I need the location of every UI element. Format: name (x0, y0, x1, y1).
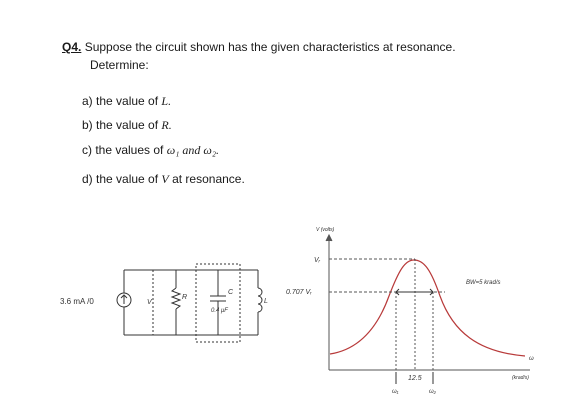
r-label: R (182, 294, 188, 301)
vr-label: Vᵣ (314, 257, 321, 264)
question-number: Q4. (62, 40, 82, 54)
part-c-label: c) the values of (82, 143, 164, 157)
omega-label: ω (529, 356, 534, 362)
part-c-math: ω₁ and ω₂. (166, 143, 220, 157)
l-label: L (264, 298, 268, 305)
v707-label: 0.707 Vᵣ (286, 289, 312, 296)
part-d-tail: at resonance. (172, 172, 245, 186)
question-prompt: Suppose the circuit shown has the given characteristics at resonance. (84, 40, 456, 54)
part-a-math: L. (161, 94, 172, 108)
y-axis-arrow (326, 235, 332, 241)
w1-label: ω₁ (392, 389, 399, 395)
source-label: 3.6 mA /0 (60, 297, 94, 306)
circuit-diagram (117, 264, 262, 342)
resistor-symbol (172, 288, 180, 309)
center-frequency-label: 12.5 (408, 375, 422, 382)
x-axis-label: (krad/s) (512, 375, 529, 381)
bw-label: BW=5 krad/s (466, 280, 501, 286)
part-d-label: d) the value of (82, 172, 159, 186)
part-b-label: b) the value of (82, 118, 159, 132)
resonance-curve (330, 260, 525, 356)
y-axis-label: V (volts) (316, 227, 335, 233)
part-a-label: a) the value of (82, 94, 159, 108)
inductor-symbol (258, 288, 262, 312)
v-label: V (147, 299, 152, 306)
c-value: 0.4 μF (211, 308, 228, 314)
resonance-graph (326, 235, 530, 384)
part-d-math: V (161, 172, 169, 186)
determine-label: Determine: (90, 58, 149, 72)
w2-label: ω₂ (429, 389, 436, 395)
c-label: C (228, 289, 234, 296)
part-b-math: R. (161, 118, 172, 132)
